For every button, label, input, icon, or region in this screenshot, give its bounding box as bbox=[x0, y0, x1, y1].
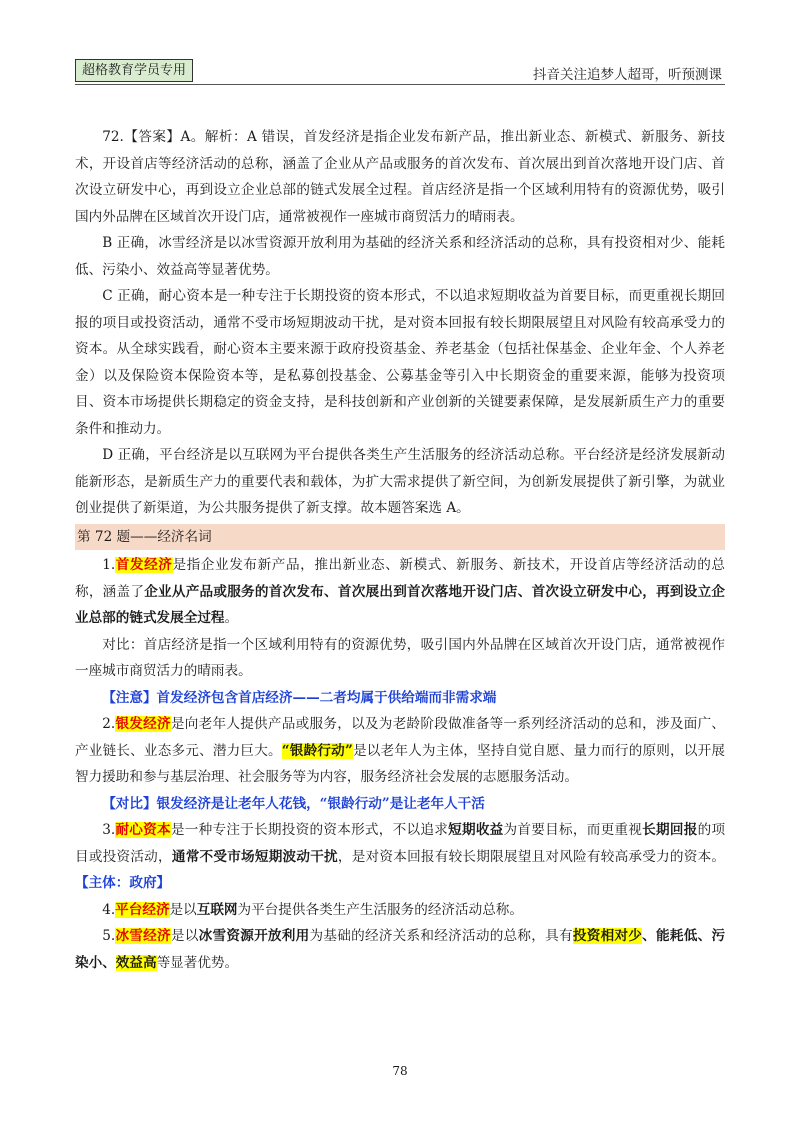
item-4 bbox=[75, 897, 725, 924]
item-1-text: 是指企业发布新产品，推出新业态、新模式、新服务、新技术，开设首店等经济活动的总称，涵盖了 bbox=[75, 557, 726, 600]
item-2 bbox=[75, 711, 725, 791]
item-1-number: 1. bbox=[102, 557, 116, 573]
item-1-note: 【注意】首发经济包含首店经济——二者均属于供给端而非需求端 bbox=[102, 689, 497, 706]
item-2-text-2: 是以老年人为主体，坚持自觉自愿、量力而行的原则，以开展智力援助和参与基层治理、社会服务等为内容，服务经济社会发展的志愿服务活动。 bbox=[75, 742, 726, 785]
item-3-bold-2: 长期回报 bbox=[642, 822, 698, 838]
item-5-bold-2: 能耗低、污染小 bbox=[75, 928, 726, 971]
answer-paragraph-d: D 正确，平台经济是以互联网为平台提供各类生产生活服务的经济活动总称。平台经济是经济发展新动能新形态，是新质生产力的重要代表和载体，为扩大需求提供了新空间，为创新发展提供了新引擎，为就业创业提供了新渠道，为公共服务提供了新支撑。故本题答案选 A。 bbox=[75, 447, 725, 516]
item-3-number: 3. bbox=[102, 822, 116, 838]
item-1-end: 。 bbox=[224, 610, 239, 626]
item-1-term: 首发经济 bbox=[115, 557, 173, 573]
answer-paragraph-c: C 正确，耐心资本是一种专注于长期投资的资本形式，不以追求短期收益为首要目标，而更重视长期回报的项目或投资活动，通常不受市场短期波动干扰，是对资本回报有较长期限展望且对风险有较高承受力的资本。从全球实践看，耐心资本主要来源于政府投资基金、养老基金（包括社保基金、企业年金、个人养老金）以及保险资本保险资本等，是私募创投基金、公募基金等引入中长期资金的重要来源，能够为投资项目、资本市场提供长期稳定的资金支持，是科技创新和产业创新的关键要素保障，是发展新质生产力的重要条件和推动力。 bbox=[75, 288, 725, 437]
item-5-sep-2: 、 bbox=[102, 954, 116, 971]
item-4-text-1: 是以 bbox=[169, 901, 197, 918]
item-3-text-4: ，是对资本回报有较长期限展望且对风险有较高承受力的资本。 bbox=[337, 848, 726, 865]
item-5-bold-1: 冰雪资源开放利用 bbox=[198, 928, 310, 944]
item-2-highlight: “银龄行动” bbox=[281, 742, 353, 759]
item-3-bold-3: 通常不受市场短期波动干扰 bbox=[171, 848, 338, 865]
page-content bbox=[75, 124, 725, 976]
header-divider bbox=[75, 84, 725, 85]
item-4-number: 4. bbox=[102, 901, 116, 918]
item-5-highlight-2: 效益高 bbox=[115, 954, 157, 971]
item-1-contrast: 对比：首店经济是指一个区域利用特有的资源优势，吸引国内外品牌在区域首次开设门店，通常被视作一座城市商贸活力的晴雨表。 bbox=[75, 636, 725, 679]
header-promo-text: 抖音关注追梦人超哥，听预测课 bbox=[533, 67, 722, 83]
item-5-number: 5. bbox=[102, 928, 116, 944]
page-number: 78 bbox=[392, 1064, 408, 1078]
item-5 bbox=[75, 923, 725, 976]
answer-paragraph-b: B 正确，冰雪经济是以冰雪资源开放利用为基础的经济关系和经济活动的总称，具有投资相对少、能耗低、污染小、效益高等显著优势。 bbox=[75, 235, 725, 278]
item-2-text: 是向老年人提供产品或服务，以及为老龄阶段做准备等一系列经济活动的总和，涉及面广、产业链长、业态多元、潜力巨大。 bbox=[75, 716, 726, 759]
item-5-term: 冰雪经济 bbox=[115, 928, 171, 944]
item-5-sep-1: 、 bbox=[642, 928, 657, 944]
section-title: 第 72 题——经济名词 bbox=[75, 524, 725, 551]
item-5-text-1: 是以 bbox=[170, 928, 199, 944]
item-1-bold: 企业从产品或服务的首次发布、首次展出到首次落地开设门店、首次设立研发中心，再到设立企业总部的链式发展全过程 bbox=[75, 583, 726, 626]
item-2-note: 【对比】银发经济是让老年人花钱，“银龄行动”是让老年人干活 bbox=[102, 795, 485, 812]
item-3-note: 【主体：政府】 bbox=[75, 875, 171, 891]
item-1 bbox=[75, 552, 725, 632]
item-3-bold-1: 短期收益 bbox=[448, 822, 504, 838]
item-3-text-2: 为首要目标，而更重视 bbox=[503, 822, 643, 838]
item-3-text-3: 的项目或投资活动， bbox=[75, 822, 726, 865]
answer-paragraph-a: 72.【答案】A。解析：A 错误，首发经济是指企业发布新产品，推出新业态、新模式、新服务、新技术，开设首店等经济活动的总称，涵盖了企业从产品或服务的首次发布、首次展出到首次落地开设门店、首次设立研发中心，再到设立企业总部的链式发展全过程。首店经济是指一个区域利用特有的资源优势，吸引国内外品牌在区域首次开设门店，通常被视作一座城市商贸活力的晴雨表。 bbox=[75, 129, 725, 225]
item-5-highlight-1: 投资相对少 bbox=[572, 928, 643, 944]
item-4-term: 平台经济 bbox=[115, 901, 170, 918]
item-5-text-3: 等显著优势。 bbox=[156, 954, 239, 971]
item-3 bbox=[75, 817, 725, 897]
item-5-text-2: 为基础的经济关系和经济活动的总称，具有 bbox=[309, 928, 573, 944]
item-3-term: 耐心资本 bbox=[115, 822, 171, 838]
item-4-bold: 互联网 bbox=[196, 901, 238, 918]
item-2-number: 2. bbox=[102, 716, 116, 732]
item-4-text-2: 为平台提供各类生产生活服务的经济活动总称。 bbox=[237, 901, 523, 918]
header-stamp: 超格教育学员专用 bbox=[75, 59, 193, 82]
item-3-text-1: 是一种专注于长期投资的资本形式，不以追求 bbox=[170, 822, 449, 838]
item-2-term: 银发经济 bbox=[115, 716, 171, 732]
